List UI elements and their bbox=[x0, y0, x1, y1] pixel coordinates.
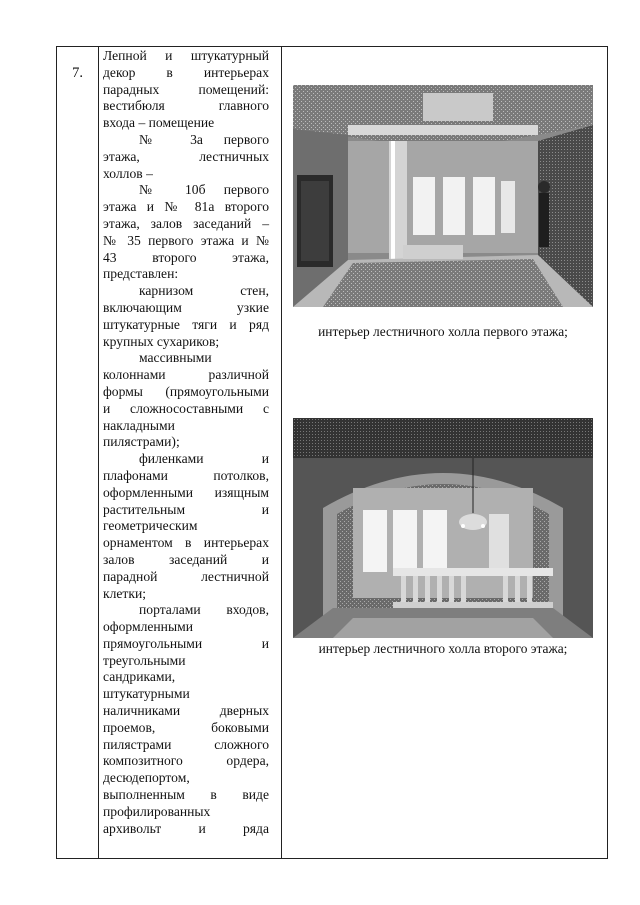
text-line: включающим узкие bbox=[103, 299, 269, 315]
text-line: № 3а первого bbox=[139, 131, 269, 147]
text-line: накладными bbox=[103, 417, 175, 433]
text-line: композитного ордера, bbox=[103, 753, 269, 769]
text-line: пилястрами); bbox=[103, 434, 180, 450]
text-line: холлов – bbox=[103, 165, 153, 181]
text-line: залов заседаний и bbox=[103, 551, 269, 567]
description-text bbox=[103, 48, 269, 837]
text-line: пилястрами сложного bbox=[103, 736, 269, 752]
text-line: вестибюля главного bbox=[103, 98, 269, 114]
text-line: карнизом стен, bbox=[139, 283, 269, 299]
text-line: штукатурные тяги и ряд bbox=[103, 316, 269, 332]
text-line: крупных сухариков; bbox=[103, 333, 220, 349]
text-line: колоннами различной bbox=[103, 367, 269, 383]
text-line: растительным и bbox=[103, 501, 269, 517]
photo-caption: интерьер лестничного холла второго этажа; bbox=[318, 641, 568, 656]
text-line: клетки; bbox=[103, 585, 147, 601]
text-line: орнаментом в интерьерах bbox=[103, 535, 269, 551]
text-line: оформленными bbox=[103, 619, 193, 635]
text-line: декор в интерьерах bbox=[103, 64, 269, 80]
document-table bbox=[56, 46, 608, 859]
text-line: 43 второго этажа, bbox=[103, 249, 269, 265]
text-line: десюдепортом, bbox=[103, 770, 190, 786]
text-line: представлен: bbox=[103, 266, 179, 282]
text-line: массивными bbox=[139, 350, 212, 366]
text-line: Лепной и штукатурный bbox=[103, 48, 269, 63]
photo-second-floor-hall bbox=[293, 418, 593, 638]
text-line: филенками и bbox=[139, 451, 269, 467]
text-line: архивольт и ряда bbox=[103, 820, 269, 836]
text-line: парадных помещений: bbox=[103, 81, 269, 97]
text-line: этажа, лестничных bbox=[103, 148, 269, 164]
row-number: 7. bbox=[72, 65, 83, 81]
photo-caption: интерьер лестничного холла первого этажа; bbox=[318, 324, 568, 339]
text-line: треугольными bbox=[103, 652, 186, 668]
text-line: оформленными изящным bbox=[103, 484, 269, 500]
text-line: штукатурными bbox=[103, 686, 190, 702]
text-line: и сложносоставными с bbox=[103, 400, 269, 416]
text-line: этажа и № 81а второго bbox=[103, 199, 269, 215]
text-line: профилированных bbox=[103, 803, 211, 819]
text-line: наличниками дверных bbox=[103, 703, 269, 719]
text-line: № 35 первого этажа и № bbox=[103, 232, 269, 248]
column-divider bbox=[281, 47, 282, 858]
text-line: выполненным в виде bbox=[103, 787, 269, 803]
text-line: формы (прямоугольными bbox=[103, 383, 269, 399]
text-line: прямоугольными и bbox=[103, 635, 269, 651]
text-line: парадной лестничной bbox=[103, 568, 269, 584]
text-line: № 10б первого bbox=[139, 182, 269, 198]
text-line: порталами входов, bbox=[139, 602, 269, 618]
photo-first-floor-hall bbox=[293, 85, 593, 307]
text-line: этажа, залов заседаний – bbox=[103, 215, 269, 231]
text-line: геометрическим bbox=[103, 518, 198, 534]
text-line: плафонами потолков, bbox=[103, 467, 269, 483]
text-line: сандриками, bbox=[103, 669, 176, 685]
column-divider bbox=[98, 47, 99, 858]
text-line: проемов, боковыми bbox=[103, 719, 269, 735]
text-line: входа – помещение bbox=[103, 115, 215, 131]
